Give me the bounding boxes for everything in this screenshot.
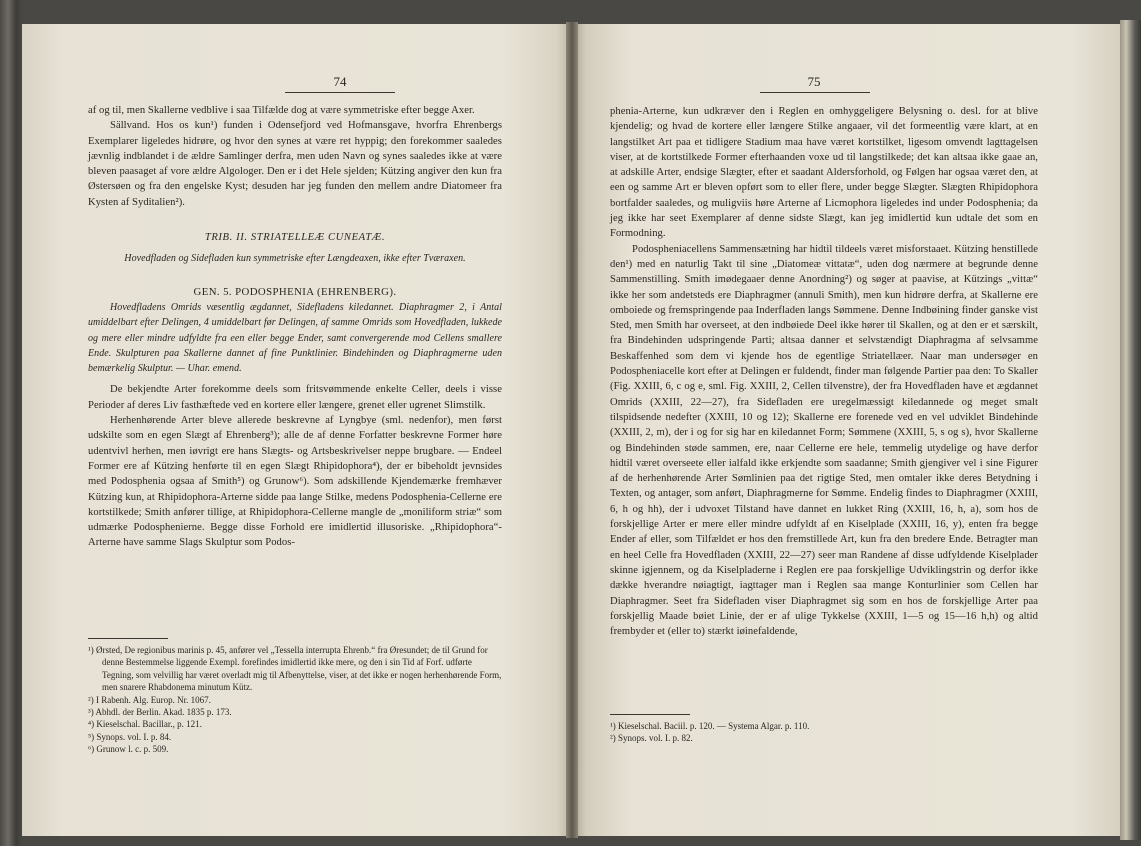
page-number-rule [285, 92, 395, 93]
footnote: ²) I Rabenh. Alg. Europ. Nr. 1067. [88, 694, 211, 705]
right-footnotes [610, 720, 1038, 745]
paragraph: De bekjendte Arter forekomme deels som fritsvømmende enkelte Celler, deels i visse Perioder af deres Liv fasthæftede ved en kortere eller længere, grenet eller ugrenet Slimstilk. [88, 384, 502, 411]
right-page-body [610, 104, 1038, 639]
left-page-body [88, 103, 502, 551]
paragraph: phenia-Arterne, kun udkræver den i Reglen en omhyggeligere Belysning o. desl. for at blive kjendelig; og hvad de kortere eller længere Stilke angaaer, vil det formeentlig være klart, at en langstilket Art paa et tidligere Stadium maa have været kortstilket, ligesom omvendt lagttagelsen viser, at de kortstilkede Former efterhaanden voxe ud til langstilkede; det kan altsaa ikke gaae an, at adskille Arter, endsige Slægter, efter et saadant Aldersforhold, og Følgen har ogsaa været den, at een og samme Art er bleven opført som to eller flere, under begge Slægter. Slægten Rhipidophora bortfalder saaledes, og muligviis høre Arterne af Licmophora ligeledes ind under Podosphenia; da jeg ikke har seet Exemplarer af denne sidste Slægt, kan jeg imidlertid kun udtale det som en Formodning. [610, 106, 1038, 240]
footnote-rule [610, 714, 690, 715]
left-page [22, 24, 572, 836]
tribus-subheading: Hovedfladen og Sidefladen kun symmetriske efter Længdeaxen, ikke efter Tværaxen. [124, 253, 466, 265]
paragraph: Sällvand. Hos os kun¹) funden i Odensefjord ved Hofmansgave, hvorfra Ehrenbergs Exemplarer ligeledes hidrøre, og hvor den synes at være ret hyppig; den forekommer saaledes jævnlig indblandet i de ældre Samlinger derfra, men uden Navn og synes saaledes ikke at være bleven paasaget af vore ældre Algologer. Den er i det Hele sjelden; Kützing angiver den kun fra Østersøen og fra den engelske Kyst; desuden har jeg funden den mellem andre Diatomeer fra Kysten af Syditalien²). [88, 120, 502, 208]
page-number-75: 75 [807, 74, 821, 89]
tribus-heading: TRIB. II. STRIATELLEÆ CUNEATÆ. [204, 232, 386, 244]
paragraph: Herhenhørende Arter bleve allerede beskrevne af Lyngbye (sml. nedenfor), men først udskilte som en egen Slægt af Ehrenberg³); alle de af denne Forfatter beskrevne Former høre udentvivl herhen, men iøvrigt ere hans Slægts- og Artsbeskrivelser neppe brugbare. — Endeel Former ere af Kützing henførte til en egen Slægt Rhipidophora⁴), der er bibeholdt jevnsides med Podosphenia ogsaa af Smith⁵) og Grunow⁶). Som adskillende Kjendemærke fremhæver Kützing kun, at Rhipidophora-Arterne sidde paa lange Stilke, medens Podosphenia-Cellerne ere kortstilkede; Smith anfører tillige, at Rhipidophora-Cellerne mangle de „moniliform striæ“ som udmærke Podosphenierne. Begge disse Forhold ere imidlertid illusoriske. „Rhipidophora“-Arterne have samme Slags Skulptur som Podos- [88, 415, 502, 549]
page-edges [1120, 20, 1141, 840]
footnote: ¹) Ørsted, De regionibus marinis p. 45, anfører vel „Tessella interrupta Ehrenb.“ fra Øresundet; de til Grund for denne Bestemmelse liggende Exempl. forefindes imidlertid ikke mere, og den i sin Tid af Forf. udførte Tegning, som velvillig har været overladt mig til Afbenyttelse, viser, at det ikke er nogen herhenhørende Form, men snarere Rhabdonema minutum Kütz. [88, 645, 502, 693]
footnote: ⁶) Grunow l. c. p. 509. [88, 744, 169, 755]
page-number-74: 74 [333, 74, 347, 89]
right-page [572, 24, 1120, 836]
footnote: ⁵) Synops. vol. I. p. 84. [88, 731, 172, 742]
genus-description: Hovedfladens Omrids væsentlig ægdannet, Sidefladens kiledannet. Diaphragmer 2, i Antal umiddelbart efter Delingen, 4 umiddelbart før Delingen, af samme Omrids som Hovedfladen, lukkede og mere eller mindre udfyldte fra een eller begge Ender, samt convergerende mod Cellens smallere Ende. Skulpturen paa Skallerne dannet af fine Punktlinier. Bindehinden og Diaphragmerne uden bemærkelig Skulptur. — Uhar. emend. [88, 301, 502, 375]
page-number-rule [760, 92, 870, 93]
genus-heading: GEN. 5. PODOSPHENIA (EHRENBERG). [193, 285, 397, 298]
left-footnotes [88, 644, 502, 756]
footnote: ³) Abhdl. der Berlin. Akad. 1835 p. 173. [88, 707, 232, 718]
footnote: ²) Synops. vol. I. p. 82. [610, 733, 693, 744]
paragraph: af og til, men Skallerne vedblive i saa Tilfælde dog at være symmetriske efter begge Axer. [88, 105, 475, 116]
footnote-rule [88, 638, 168, 639]
book-gutter [566, 22, 578, 838]
footnote: ⁴) Kieselschal. Bacillar., p. 121. [88, 719, 202, 730]
paragraph: Podospheniacellens Sammensætning har hidtil tildeels været misforstaaet. Kützing henstillede den¹) med en naturlig Takt til sine „Diatomeæ vittatæ“, uden dog nærmere at begrunde denne Sammenstilling. Smith imødegaaer denne Anordning²) og søger at paavise, at Kützings „vittæ“ ikke her som andetsteds ere Diaphragmer (annuli Smith), men kun hidrøre derfra, at Skallerne ere omboiede og fremspringende paa Inderfladen langs Sømmene. Denne Indbøining finder ganske vist Sted, men Smith har overseet, at den indbøiede Deel ikke hører til Skallen, og at den er et særskilt, fra Bindehinden udspringende Parti; altsaa danner et selvstændigt Diaphragma af selvsamme Beskaffenhed som dem vi kjende hos de egentlige Striatellæer. Naar man undersøger en Podospheniacelle kort efter at Delingen er fuldendt, finder man følgende Partier paa den: To Skaller (Fig. XXIII, 6, c og e, sml. Fig. XXIII, 2, Cellen tilvenstre), der fra Hovedfladen have et ægdannet Omrids (XXIII, 22—27), fra Sidefladen ere uregelmæssigt kiledannede og meget smalt tilspidsende nedefter (XXIII, 10 og 12); Skallerne ere forenede ved en vel udviklet Bindehinde (XXIII, 2, m), der i og for sig har en kiledannet Form; Sømmene (XXIII, 5, s og s), hvor Skallerne og Bindehinden støde sammen, ere, naar Cellerne ere hele, temmelig utydelige og have derfor hidtil været overseete eller ialfald ikke erkjendte som saadanne; Smith gjengiver vel i sine Figurer af de herhenhørende Arter Sømlinien paa det rigtige Sted, men omtaler ikke deres Betydning i Texten, og antager, som anført, Diaphragmerne for Sømme. Endelig findes to Diaphragmer (XXIII, 6, h og hh), der i udvoxet Tilstand have dannet en lukket Ring (XXIII, 16, h, a), som hos de forskjellige Arter er mere eller mindre udfyldt af en Kiselplade (XXIII, 16, y), enten fra begge Ender af eller, som Tilfældet er hos den fremstillede Art, kun fra den bredere Ende. Betragter man en heel Celle fra Hovedfladen (XXIII, 22—27) seer man Randene af disse udfyldende Kiselplader skinne igjennem, og da Kiselpladerne i Reglen ere paa forskjellige Udviklingstrin og derfor ikke dække hverandre nøiagtigt, iagttager man i Reglen saa mange Konturlinier som Cellen har Diaphragmer. Seet fra Sidefladen viser Diaphragmet sig som en hos de forskjellige Arter paa forskjellig Maade bøiet Linie, der er af ulige Tykkelse (XXIII, 1—5 og 15—16 h,h) og altid frembyder et (eller to) stærkt iøinefaldende, [610, 243, 1038, 638]
footnote: ¹) Kieselschal. Baciil. p. 120. — Systema Algar. p. 110. [610, 721, 810, 731]
